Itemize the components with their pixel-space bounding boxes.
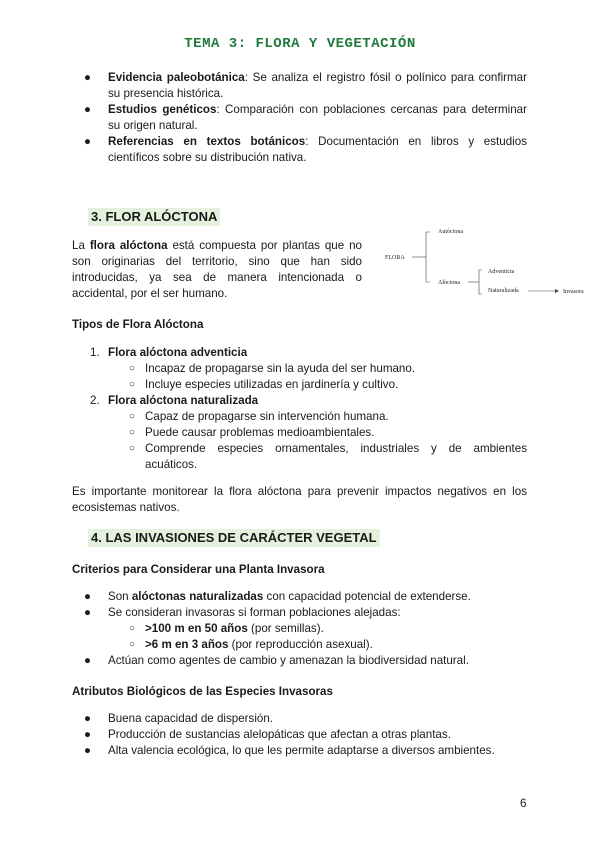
circle-bullet-icon: ○ (129, 639, 136, 650)
circle-bullet-icon: ○ (129, 623, 136, 634)
sub-list-item (129, 425, 527, 441)
sub-item-text: (por reproducción asexual). (228, 638, 373, 651)
intro-term: flora alóctona (89, 239, 168, 252)
sub-item-text: Capaz de propagarse sin intervención humana. (145, 410, 389, 423)
sub-item-term: >100 m en 50 años (145, 622, 248, 635)
diagram-branch-top: Autóctona (438, 229, 463, 235)
bullet-icon: ● (84, 654, 92, 667)
bullet-icon: ● (84, 135, 92, 148)
bullet-text: Buena capacidad de dispersión. (108, 712, 274, 725)
list-item (84, 743, 527, 759)
sub-item-text: Incluye especies utilizadas en jardinería y cultivo. (145, 378, 399, 391)
closing-paragraph: Es importante monitorear la flora alóctona para prevenir impactos negativos en los ecosistemas nativos. (72, 485, 527, 514)
arrow-icon (555, 289, 559, 293)
bullet-text: Son (108, 590, 132, 603)
sub-item-term: >6 m en 3 años (145, 638, 229, 651)
circle-bullet-icon: ○ (129, 443, 136, 454)
bullet-term: Estudios genéticos (108, 103, 217, 116)
bullet-icon: ● (84, 103, 92, 116)
intro-paragraph (72, 238, 362, 302)
sub-list-item (129, 621, 527, 637)
flora-classification-diagram (380, 222, 590, 302)
bullet-text: Actúan como agentes de cambio y amenazan la biodiversidad natural. (108, 654, 469, 667)
bullet-icon: ● (84, 712, 92, 725)
list-item (84, 102, 527, 134)
bullet-icon: ● (84, 728, 92, 741)
bullet-term: Referencias en textos botánicos (108, 135, 306, 148)
bullet-text: con capacidad potencial de extenderse. (263, 590, 471, 603)
list-item (84, 589, 527, 605)
circle-bullet-icon: ○ (129, 363, 136, 374)
list-item (84, 605, 527, 621)
bullet-text: Producción de sustancias alelopáticas que afectan a otras plantas. (108, 728, 451, 741)
bullet-icon: ● (84, 606, 92, 619)
type-label: Flora alóctona naturalizada (108, 394, 259, 407)
sub-list-item (129, 361, 527, 377)
list-item (84, 727, 527, 743)
section-heading: 3. FLOR ALÓCTONA (88, 208, 220, 226)
list-item (84, 711, 527, 727)
list-item (90, 393, 527, 409)
sub-item-text: Comprende especies ornamentales, industriales y de ambientes acuáticos. (145, 442, 527, 471)
diagram-sub-top: Adventicia (488, 269, 515, 275)
bullet-icon: ● (84, 590, 92, 603)
circle-bullet-icon: ○ (129, 427, 136, 438)
list-number: 2. (90, 394, 100, 407)
list-item (84, 70, 527, 102)
circle-bullet-icon: ○ (129, 379, 136, 390)
diagram-root: FLORA (385, 255, 405, 261)
diagram-sub-bottom: Naturalizada (488, 288, 519, 294)
section-heading: 4. LAS INVASIONES DE CARÁCTER VEGETAL (88, 529, 380, 547)
bullet-icon: ● (84, 744, 92, 757)
type-label: Flora alóctona adventicia (108, 346, 248, 359)
page-title: TEMA 3: FLORA Y VEGETACIÓN (184, 36, 416, 52)
list-item (84, 134, 527, 166)
sub-list-item (129, 409, 527, 425)
diagram-arrow-target: Invasora (563, 289, 584, 295)
sub-list-item (129, 637, 527, 653)
circle-bullet-icon: ○ (129, 411, 136, 422)
bullet-term: alóctonas naturalizadas (131, 590, 264, 603)
bullet-text: : Comparación con poblaciones cercanas para determinar su origen natural. (108, 103, 527, 132)
list-item (84, 653, 527, 669)
criteria-heading: Criterios para Considerar una Planta Invasora (72, 563, 325, 576)
intro-text: está compuesta por plantas que no son originarias del territorio, sino que han sido introducidas, ya sea de manera intencionada o accidental, por el ser humano. (72, 239, 362, 300)
bullet-text: Alta valencia ecológica, lo que les permite adaptarse a diversos ambientes. (108, 744, 495, 757)
attributes-heading: Atributos Biológicos de las Especies Invasoras (72, 685, 333, 698)
bullet-term: Evidencia paleobotánica (108, 71, 245, 84)
page-number: 6 (520, 797, 527, 810)
sub-list-item (129, 441, 527, 473)
bullet-icon: ● (84, 71, 92, 84)
list-number: 1. (90, 346, 100, 359)
sub-item-text: Incapaz de propagarse sin la ayuda del ser humano. (145, 362, 416, 375)
list-item (90, 345, 527, 361)
types-heading: Tipos de Flora Alóctona (72, 318, 204, 331)
bullet-text: Se consideran invasoras si forman poblaciones alejadas: (108, 606, 401, 619)
sub-item-text: (por semillas). (247, 622, 324, 635)
diagram-branch-bottom: Alóctona (438, 280, 460, 286)
sub-item-text: Puede causar problemas medioambientales. (145, 426, 375, 439)
intro-text: La (72, 239, 90, 252)
sub-list-item (129, 377, 527, 393)
bullet-text: : Se analiza el registro fósil o polínico para confirmar su presencia histórica. (108, 71, 527, 100)
bullet-text: : Documentación en libros y estudios científicos sobre su distribución nativa. (108, 135, 527, 164)
